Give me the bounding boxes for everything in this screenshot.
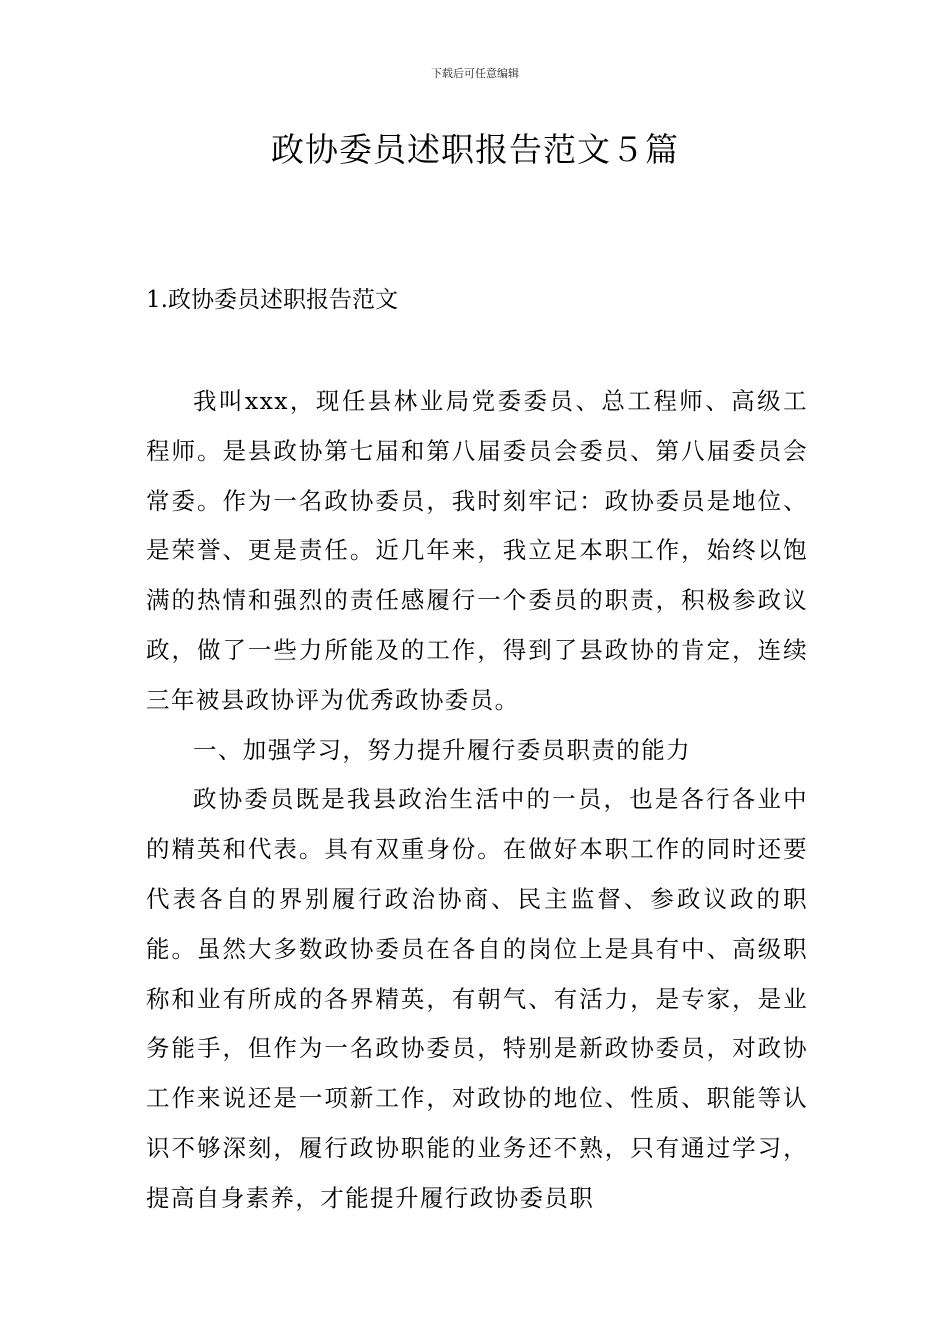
- paragraph-subheading-study: 一、加强学习，努力提升履行委员职责的能力: [193, 735, 691, 764]
- body-text: [146, 377, 808, 1224]
- header-note: 下载后可任意编辑: [431, 67, 519, 80]
- section-heading: 1.政协委员述职报告范文: [146, 287, 398, 313]
- paragraph-introduction: 我叫xxx，现任县林业局党委委员、总工程师、高级工程师。是县政协第七届和第八届委员会委员、第八届委员会常委。作为一名政协委员，我时刻牢记：政协委员是地位、是荣誉、更是责任。近几年来，我立足本职工作，始终以饱满的热情和强烈的责任感履行一个委员的职责，积极参政议政，做了一些力所能及的工作，得到了县政协的肯定，连续三年被县政协评为优秀政协委员。: [146, 387, 808, 714]
- paragraph-study-details: 政协委员既是我县政治生活中的一员，也是各行各业中的精英和代表。具有双重身份。在做好本职工作的同时还要代表各自的界别履行政治协商、民主监督、参政议政的职能。虽然大多数政协委员在各自的岗位上是具有中、高级职称和业有所成的各界精英，有朝气、有活力，是专家，是业务能手，但作为一名政协委员，特别是新政协委员，对政协工作来说还是一项新工作，对政协的地位、性质、职能等认识不够深刻，履行政协职能的业务还不熟，只有通过学习，提高自身素养，才能提升履行政协委员职: [146, 785, 808, 1212]
- document-title: 政协委员述职报告范文５篇: [271, 130, 679, 169]
